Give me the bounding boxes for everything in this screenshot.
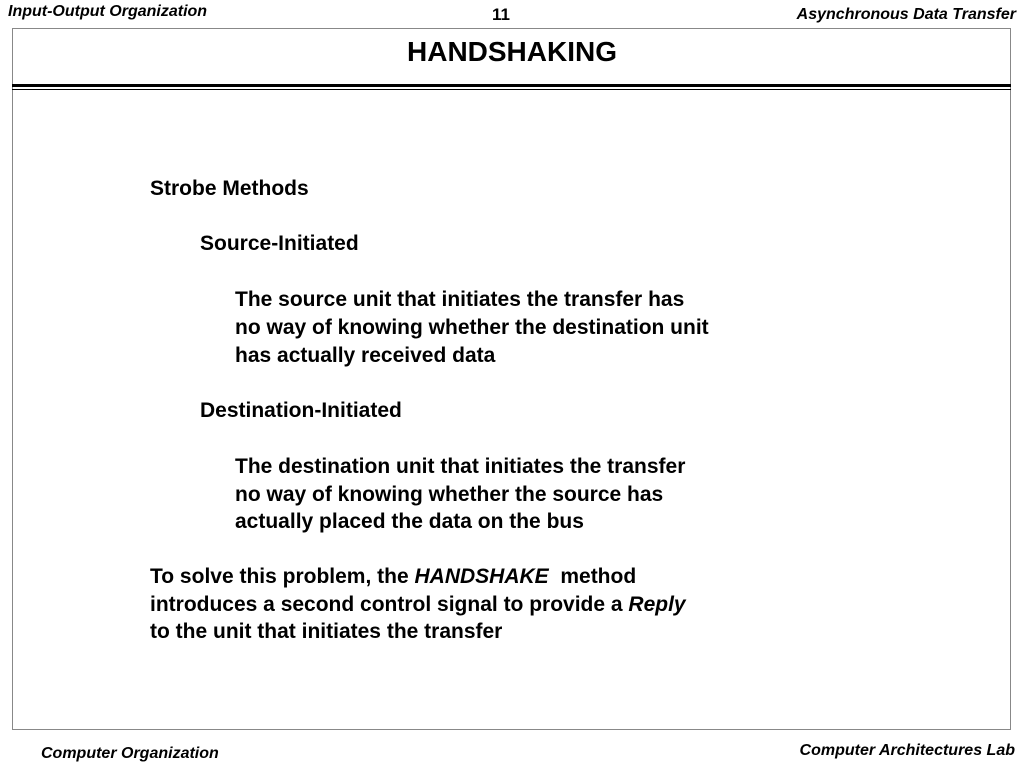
conclusion-line: [150, 591, 686, 619]
source-initiated-label: Source-Initiated: [200, 232, 359, 255]
destination-initiated-text-line: The destination unit that initiates the transfer: [235, 455, 686, 478]
conclusion-line: to the unit that initiates the transfer: [150, 620, 503, 643]
header-course-topic: Input-Output Organization: [8, 3, 208, 20]
conclusion-text: method: [548, 565, 637, 588]
footer-course-name: Computer Organization: [41, 745, 219, 762]
destination-initiated-text-line: no way of knowing whether the source has: [235, 483, 664, 506]
source-initiated-text-line: has actually received data: [235, 344, 496, 367]
conclusion-text: To solve this problem, the: [150, 565, 415, 588]
handshake-term: HANDSHAKE: [414, 565, 549, 588]
source-initiated-text-line: no way of knowing whether the destination unit: [235, 316, 709, 339]
page-number: 11: [492, 5, 510, 24]
title-divider-thin: [12, 89, 1011, 90]
source-initiated-text-line: The source unit that initiates the transfer has: [235, 288, 685, 311]
reply-term: Reply: [628, 593, 686, 616]
footer-lab-name: Computer Architectures Lab: [799, 742, 1015, 759]
conclusion-line: [150, 563, 636, 591]
header-section-title: Asynchronous Data Transfer: [796, 6, 1016, 23]
slide-title: HANDSHAKING: [407, 36, 617, 67]
destination-initiated-text-line: actually placed the data on the bus: [235, 510, 584, 533]
strobe-methods-heading: Strobe Methods: [150, 177, 309, 200]
title-divider: [12, 84, 1011, 87]
conclusion-text: introduces a second control signal to provide a: [150, 593, 629, 616]
destination-initiated-label: Destination-Initiated: [200, 399, 402, 422]
